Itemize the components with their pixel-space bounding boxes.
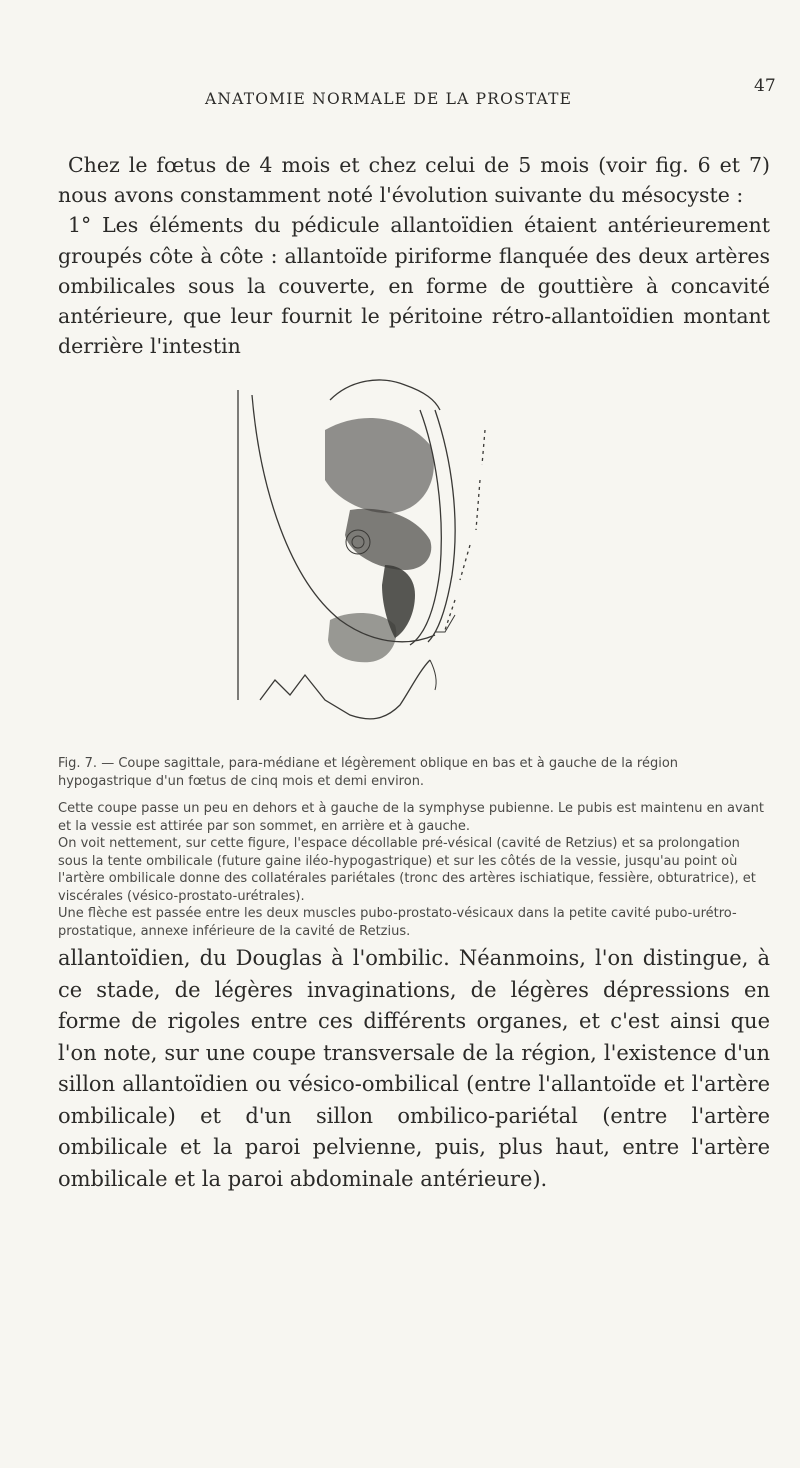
paragraph-2-text: allantoïdien, du Douglas à l'ombilic. Néanmoins, l'on distingue, à ce stade, de légères invaginations, de légères dépressions en forme de rigoles entre ces différents organes, et c'est ainsi que l'on note, sur une coupe transversale de la région, l'existence d'un sillon allantoïdien ou vésico-ombilical (entre l'allantoïde et l'artère ombilicale) et d'un sillon ombilico-pariétal (entre l'artère ombilicale et la paroi pelvienne, puis, plus haut, entre l'artère ombilicale et la paroi abdominale antérieure). <box>58 946 770 1191</box>
caption-title <box>58 755 770 790</box>
vertical-line-right <box>435 615 455 632</box>
running-header: ANATOMIE NORMALE DE LA PROSTATE <box>205 90 573 108</box>
paragraph-1-item-1: 1° Les éléments du pédicule allantoïdien étaient antérieurement groupés côte à côte : allantoïde piriforme flanquée des deux artères ombilicales sous la couverte, en forme de gouttière à concavité antérieure, que leur fournit le péritoine rétro-allantoïdien montant derrière l'intestin <box>58 213 770 359</box>
paragraph-2 <box>58 943 770 1195</box>
prostate-mass <box>328 613 396 662</box>
caption-desc-1: Cette coupe passe un peu en dehors et à gauche de la symphyse pubienne. Le pubis est maintenu en avant et la vessie est attirée par son sommet, en arrière et à gauche. <box>58 801 764 834</box>
muscle-mass-mid <box>345 509 431 570</box>
caption-desc-3: Une flèche est passée entre les deux muscles pubo-prostato-vésicaux dans la petite cavité pubo-urétro-prostatique, annexe inférieure de la cavité de Retzius. <box>58 906 737 939</box>
caption-title-text: Coupe sagittale, para-médiane et légèrement oblique en bas et à gauche de la région hypogastrique d'un fœtus de cinq mois et demi environ. <box>58 756 679 789</box>
paragraph-1 <box>58 150 770 361</box>
caption-desc-2: On voit nettement, sur cette figure, l'espace décollable pré-vésical (cavité de Retzius) et sa prolongation sous la tente ombilicale (future gaine iléo-hypogastrique) et sur les côtés de la vessie, jusqu'au point où l'artère ombilicale donne des collatérales pariétales (tronc des artères ischiatique, fessière, obturatrice), et viscérales (vésico-prostato-urétrales). <box>58 836 756 904</box>
dashed-right <box>445 430 485 630</box>
arrow-line <box>430 660 436 690</box>
paragraph-1-intro: Chez le fœtus de 4 mois et chez celui de 5 mois (voir fig. 6 et 7) nous avons constamment noté l'évolution suivante du mésocyste : <box>58 153 770 208</box>
muscle-mass-upper <box>325 418 434 513</box>
figure-label: Fig. 7. — <box>58 756 115 771</box>
umbilical-outline <box>330 380 440 410</box>
page-number: 47 <box>754 76 776 96</box>
anatomical-figure <box>230 370 550 730</box>
pelvic-outline <box>260 660 430 719</box>
figure-caption <box>58 755 770 940</box>
